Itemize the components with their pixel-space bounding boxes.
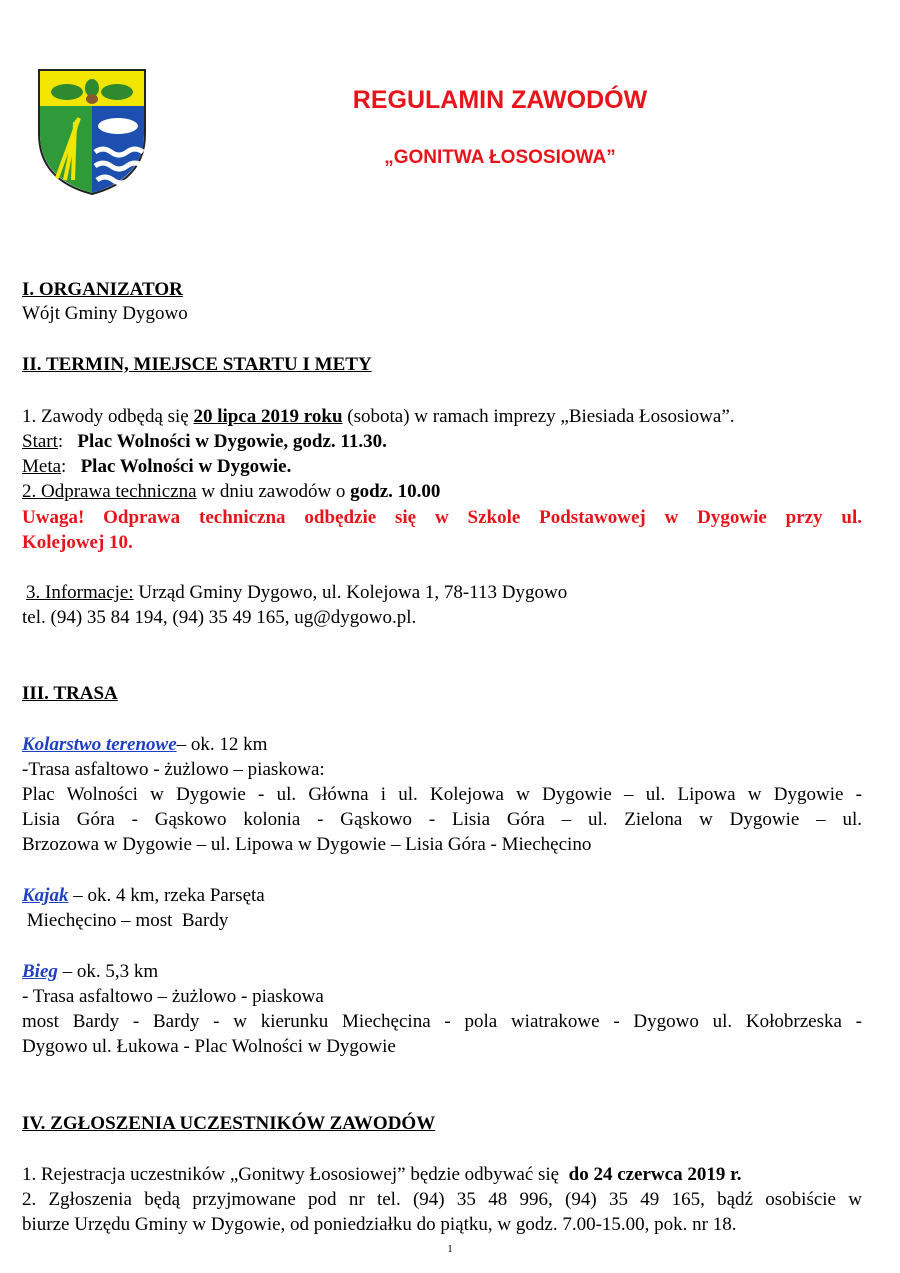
section-heading-trasa: III. TRASA <box>22 683 118 704</box>
kayak-label: Kajak <box>22 885 69 906</box>
bike-route-header: Kolarstwo terenowe– ok. 12 km <box>22 734 268 755</box>
section-heading-zgloszenia: IV. ZGŁOSZENIA UCZESTNIKÓW ZAWODÓW <box>22 1113 436 1134</box>
date-paragraph: 1. Zawody odbędą się 20 lipca 2019 roku (sobota) w ramach imprezy „Biesiada Łososiowa”. <box>22 406 735 427</box>
bike-surface: -Trasa asfaltowo - żużlowo – piaskowa: <box>22 759 325 780</box>
event-date: 20 lipca 2019 roku <box>193 406 343 427</box>
section-heading-organizator: I. ORGANIZATOR <box>22 279 183 300</box>
bike-label: Kolarstwo terenowe <box>22 734 177 755</box>
bike-route-line-1: Plac Wolności w Dygowie - ul. Główna i ul. Kolejowa w Dygowie – ul. Lipowa w Dygowie - <box>22 784 862 805</box>
section-heading-termin: II. TERMIN, MIEJSCE STARTU I METY <box>22 354 372 375</box>
page-number: 1 <box>447 1243 453 1255</box>
finish-line: Meta: Plac Wolności w Dygowie. <box>22 456 292 477</box>
page-subtitle: „GONITWA ŁOSOSIOWA” <box>384 147 616 168</box>
run-route-header: Bieg – ok. 5,3 km <box>22 961 159 982</box>
organizer-text: Wójt Gminy Dygowo <box>22 303 188 324</box>
start-label: Start <box>22 431 58 452</box>
briefing-line: 2. Odprawa techniczna w dniu zawodów o godz. 10.00 <box>22 481 441 502</box>
run-route-line-2: Dygowo ul. Łukowa - Plac Wolności w Dygowie <box>22 1036 396 1057</box>
applications-line-1: 2. Zgłoszenia będą przyjmowane pod nr tel. (94) 35 48 996, (94) 35 49 165, bądź osobiście w <box>22 1189 862 1210</box>
kayak-route-header: Kajak – ok. 4 km, rzeka Parsęta <box>22 885 265 906</box>
briefing-time: godz. 10.00 <box>350 481 441 502</box>
bike-route-line-3: Brzozowa w Dygowie – ul. Lipowa w Dygowie – Lisia Góra - Miechęcino <box>22 834 592 855</box>
municipal-coat-of-arms-icon <box>37 68 147 196</box>
finish-value: Plac Wolności w Dygowie. <box>80 456 292 477</box>
finish-label: Meta <box>22 456 62 477</box>
page-title: REGULAMIN ZAWODÓW <box>352 86 648 114</box>
contact-line: tel. (94) 35 84 194, (94) 35 49 165, ug@dygowo.pl. <box>22 607 417 628</box>
applications-line-2: biurze Urzędu Gminy w Dygowie, od poniedziałku do piątku, w godz. 7.00-15.00, pok. nr 18. <box>22 1214 737 1235</box>
kayak-route: Miechęcino – most Bardy <box>22 910 229 931</box>
run-label: Bieg <box>22 961 58 982</box>
run-route-line-1: most Bardy - Bardy - w kierunku Miechęcina - pola wiatrakowe - Dygowo ul. Kołobrzeska - <box>22 1011 862 1032</box>
registration-line: 1. Rejestracja uczestników „Gonitwy Łososiowej” będzie odbywać się do 24 czerwca 2019 r. <box>22 1164 742 1185</box>
start-line: Start: Plac Wolności w Dygowie, godz. 11.30. <box>22 431 387 452</box>
warning-notice-line-2: Kolejowej 10. <box>22 532 133 553</box>
registration-deadline: do 24 czerwca 2019 r. <box>568 1164 742 1185</box>
warning-notice-line-1: Uwaga! Odprawa techniczna odbędzie się w Szkole Podstawowej w Dygowie przy ul. <box>22 507 862 528</box>
start-value: Plac Wolności w Dygowie, godz. 11.30. <box>77 431 387 452</box>
bike-route-line-2: Lisia Góra - Gąskowo kolonia - Gąskowo - Lisia Góra – ul. Zielona w Dygowie – ul. <box>22 809 862 830</box>
run-surface: - Trasa asfaltowo – żużlowo - piaskowa <box>22 986 324 1007</box>
info-line: 3. Informacje: Urząd Gminy Dygowo, ul. Kolejowa 1, 78-113 Dygowo <box>26 582 568 603</box>
